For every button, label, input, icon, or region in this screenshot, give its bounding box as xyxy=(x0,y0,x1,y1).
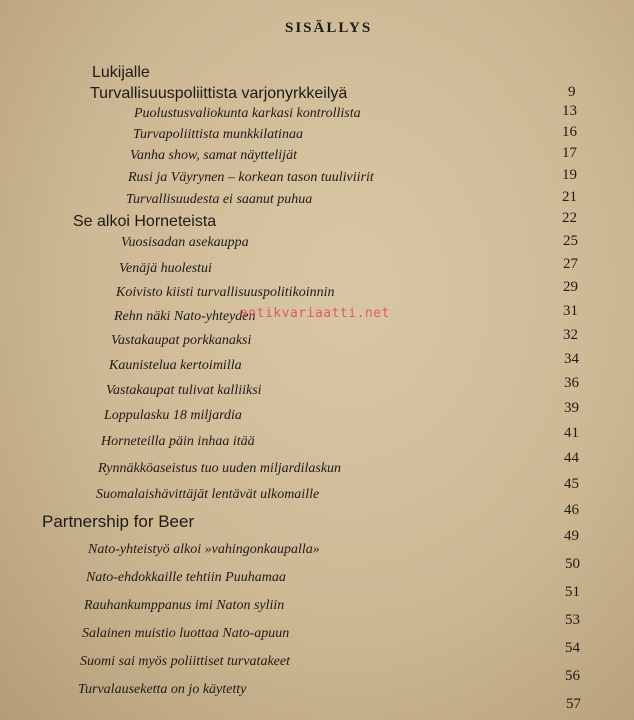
toc-page-number: 9 xyxy=(568,84,576,100)
toc-page-number: 49 xyxy=(564,528,579,544)
toc-entry: Vastakaupat porkkanaksi xyxy=(111,333,252,348)
toc-entry: Vanha show, samat näyttelijät xyxy=(130,148,297,163)
toc-entry: Puolustusvaliokunta karkasi kontrollista xyxy=(134,106,361,121)
toc-page-number: 41 xyxy=(564,425,579,441)
toc-page-number: 34 xyxy=(564,351,579,367)
toc-entry: Nato-ehdokkaille tehtiin Puuhamaa xyxy=(86,570,286,585)
toc-page-number: 31 xyxy=(563,303,578,319)
toc-entry: Nato-yhteistyö alkoi »vahingonkaupalla» xyxy=(88,542,320,557)
toc-entry: Rehn näki Nato-yhteyden xyxy=(114,309,256,324)
toc-page-number: 39 xyxy=(564,400,579,416)
toc-entry: Kaunistelua kertoimilla xyxy=(109,358,242,373)
toc-entry: Koivisto kiisti turvallisuuspolitikoinnin xyxy=(116,285,335,300)
toc-page-number: 25 xyxy=(563,233,578,249)
toc-entry: Turvallisuuspoliittista varjonyrkkeilyä xyxy=(90,85,348,102)
toc-entry: Turvallisuudesta ei saanut puhua xyxy=(126,192,313,207)
toc-entry: Suomi sai myös poliittiset turvatakeet xyxy=(80,654,290,669)
toc-page-number: 13 xyxy=(562,103,577,119)
toc-entry: Vastakaupat tulivat kalliiksi xyxy=(106,383,262,398)
toc-entry: Se alkoi Horneteista xyxy=(73,213,217,230)
toc-entry: Salainen muistio luottaa Nato-apuun xyxy=(82,626,290,641)
toc-page-number: 57 xyxy=(566,696,581,712)
toc-entry: Rauhankumppanus imi Naton syliin xyxy=(84,598,285,613)
toc-entry: Venäjä huolestui xyxy=(119,261,212,276)
toc-page-number: 19 xyxy=(562,167,577,183)
toc-page-number: 36 xyxy=(564,375,579,391)
toc-page-number: 46 xyxy=(564,502,579,518)
toc-page-number: 16 xyxy=(562,124,577,140)
toc-page-number: 22 xyxy=(562,210,577,226)
toc-page-number: 56 xyxy=(565,668,580,684)
toc-entry: Suomalaishävittäjät lentävät ulkomaille xyxy=(96,487,320,502)
page-title: SISÄLLYS xyxy=(285,20,373,36)
toc-page-number: 54 xyxy=(565,640,580,656)
toc-page-number: 51 xyxy=(565,584,580,600)
toc-page-number: 32 xyxy=(563,327,578,343)
toc-entry: Lukijalle xyxy=(92,64,150,81)
toc-entry: Horneteilla päin inhaa itää xyxy=(101,434,255,449)
toc-page-number: 50 xyxy=(565,556,580,572)
toc-page-number: 29 xyxy=(563,279,578,295)
toc-entry: Partnership for Beer xyxy=(42,512,195,531)
toc-entry: Rusi ja Väyrynen – korkean tason tuuliviirit xyxy=(128,170,374,185)
toc-page-number: 17 xyxy=(562,145,577,161)
toc-page-number: 53 xyxy=(565,612,580,628)
watermark: antikvariaatti.net xyxy=(240,306,390,321)
toc-entry: Turvalauseketta on jo käytetty xyxy=(78,682,247,697)
toc-entry: Rynnäkköaseistus tuo uuden miljardilaskun xyxy=(98,461,342,476)
toc-page-number: 44 xyxy=(564,450,579,466)
toc-page-number: 45 xyxy=(564,476,579,492)
toc-page-number: 21 xyxy=(562,189,577,205)
toc-entry: Vuosisadan asekauppa xyxy=(121,235,249,250)
toc-page-number: 27 xyxy=(563,256,578,272)
toc-entry: Turvapoliittista munkkilatinaa xyxy=(133,127,303,142)
toc-entry: Loppulasku 18 miljardia xyxy=(104,408,242,423)
